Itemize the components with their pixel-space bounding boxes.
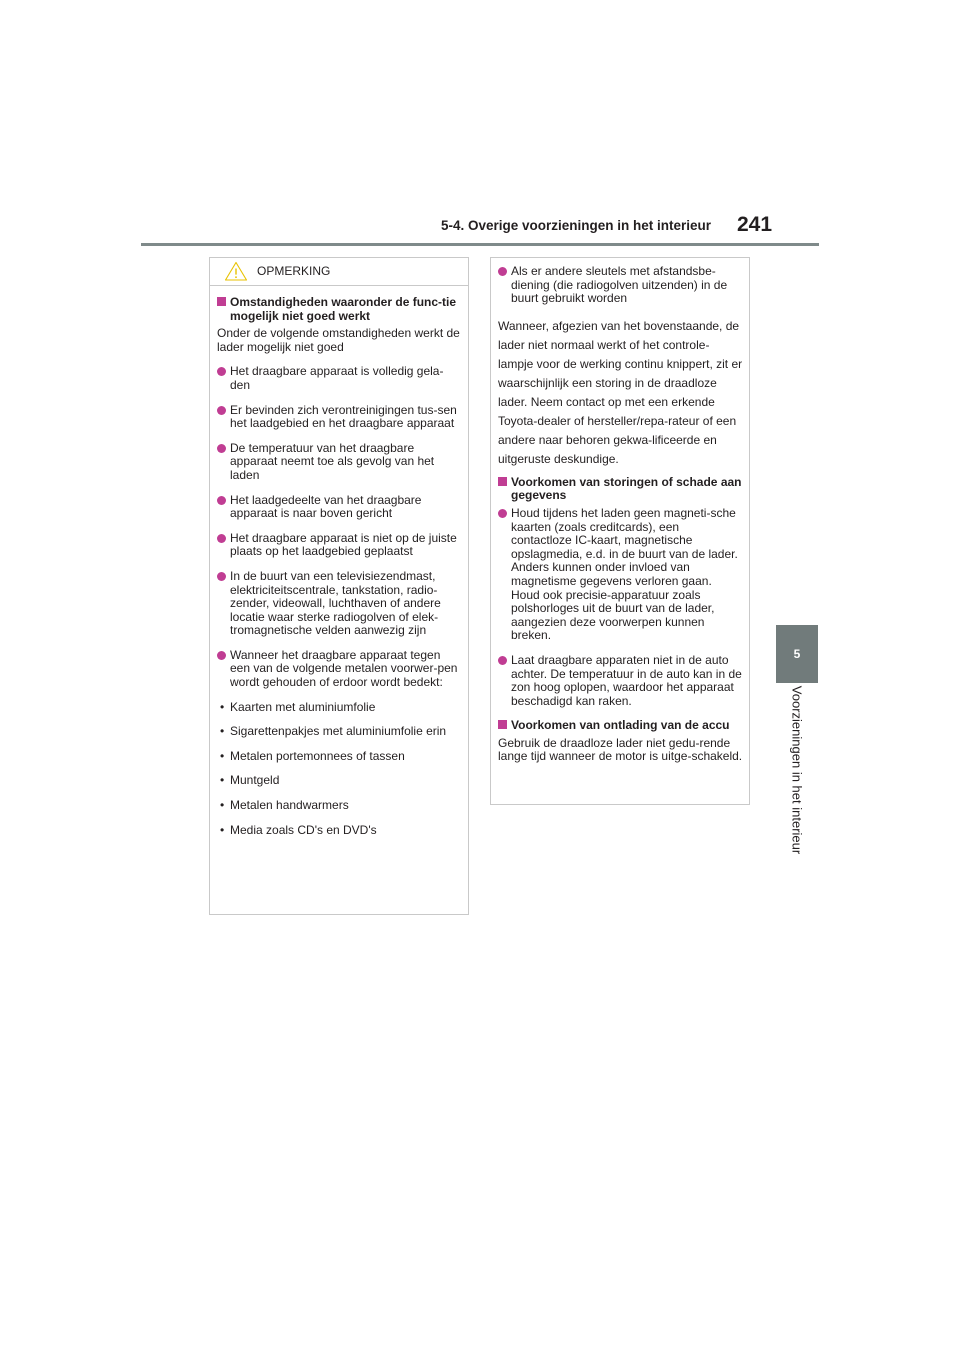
intro-text: Onder de volgende omstandigheden werkt de lader mogelijk niet goed	[217, 326, 460, 354]
header-rule	[141, 243, 819, 246]
list-item: Er bevinden zich verontreinigingen tus-sen het laadgebied en het draagbare apparaat	[217, 404, 462, 431]
list-item: Houd tijdens het laden geen magneti-sche kaarten (zoals creditcards), een contactloze IC-kaart, magnetische opslagmedia, e.d. in de buurt van de lader. Anders kunnen onder invloed van magnetisme gegevens verloren gaan. Houd ook precisie-apparatuur zoals polshorloges uit de buurt van de lader, aangezien deze voorwerpen kunnen breken.	[498, 507, 743, 643]
list-item: De temperatuur van het draagbare apparaat neemt toe als gevolg van het laden	[217, 442, 462, 483]
sub-list-item: • Sigarettenpakjes met aluminiumfolie erin	[217, 725, 462, 739]
list-item: In de buurt van een televisiezendmast, elektriciteitscentrale, tankstation, radio-zender, videowall, luchthaven of andere locatie waar sterke radiogolven of elek-tromagnetische velden aanwezig zijn	[217, 570, 462, 638]
page-number: 241	[737, 213, 773, 236]
chapter-tab[interactable]	[776, 625, 818, 683]
note-box-left	[209, 257, 469, 915]
sub-list-item: • Media zoals CD's en DVD's	[217, 824, 462, 838]
paragraph: Wanneer, afgezien van het bovenstaande, de lader niet normaal werkt of het controle-lampje voor de werking continu knippert, zit er waarschijnlijk een storing in de draadloze lader. Neem contact op met een erkende Toyota-dealer of hersteller/repa-rateur of een andere naar behoren gekwa-lificeerde en uitgeruste deskundige.	[498, 318, 743, 466]
paragraph: Gebruik de draadloze lader niet gedu-rende lange tijd wanneer de motor is uitge-schakeld.	[498, 735, 743, 764]
list-item: Wanneer het draagbare apparaat tegen een van de volgende metalen voorwer-pen wordt gehouden of erdoor wordt bedekt:	[217, 649, 462, 690]
sub-list-item: • Kaarten met aluminiumfolie	[217, 701, 462, 715]
sub-list-item: • Metalen handwarmers	[217, 799, 462, 813]
note-box-right	[490, 257, 750, 805]
section-heading: Voorkomen van ontlading van de accu	[498, 719, 743, 733]
note-label: OPMERKING	[257, 264, 331, 278]
list-item: Het draagbare apparaat is niet op de juiste plaats op het laadgebied geplaatst	[217, 532, 462, 559]
note-content	[217, 296, 462, 848]
list-item: Het laadgedeelte van het draagbare apparaat is naar boven gericht	[217, 494, 462, 521]
sub-list-item: • Metalen portemonnees of tassen	[217, 750, 462, 764]
note-header	[210, 258, 468, 286]
section-heading: Voorkomen van storingen of schade aan gegevens	[498, 476, 743, 503]
note-content	[498, 265, 743, 775]
chapter-side-label: Voorzieningen in het interieur	[789, 685, 805, 855]
list-item: Als er andere sleutels met afstandsbe-diening (die radiogolven uitzenden) in de buurt gebruikt worden	[498, 265, 743, 306]
section-heading: Omstandigheden waaronder de func-tie mogelijk niet goed werkt	[217, 296, 462, 323]
section-title: 5-4. Overige voorzieningen in het interieur	[441, 218, 712, 233]
chapter-number: 5	[793, 647, 801, 661]
list-item: Het draagbare apparaat is volledig gela-den	[217, 365, 462, 392]
list-item: Laat draagbare apparaten niet in de auto achter. De temperatuur in de auto kan in de zon hoog oplopen, waardoor het apparaat beschadigd kan raken.	[498, 654, 743, 708]
warning-triangle-icon	[224, 261, 248, 281]
sub-list-item: • Muntgeld	[217, 774, 462, 788]
